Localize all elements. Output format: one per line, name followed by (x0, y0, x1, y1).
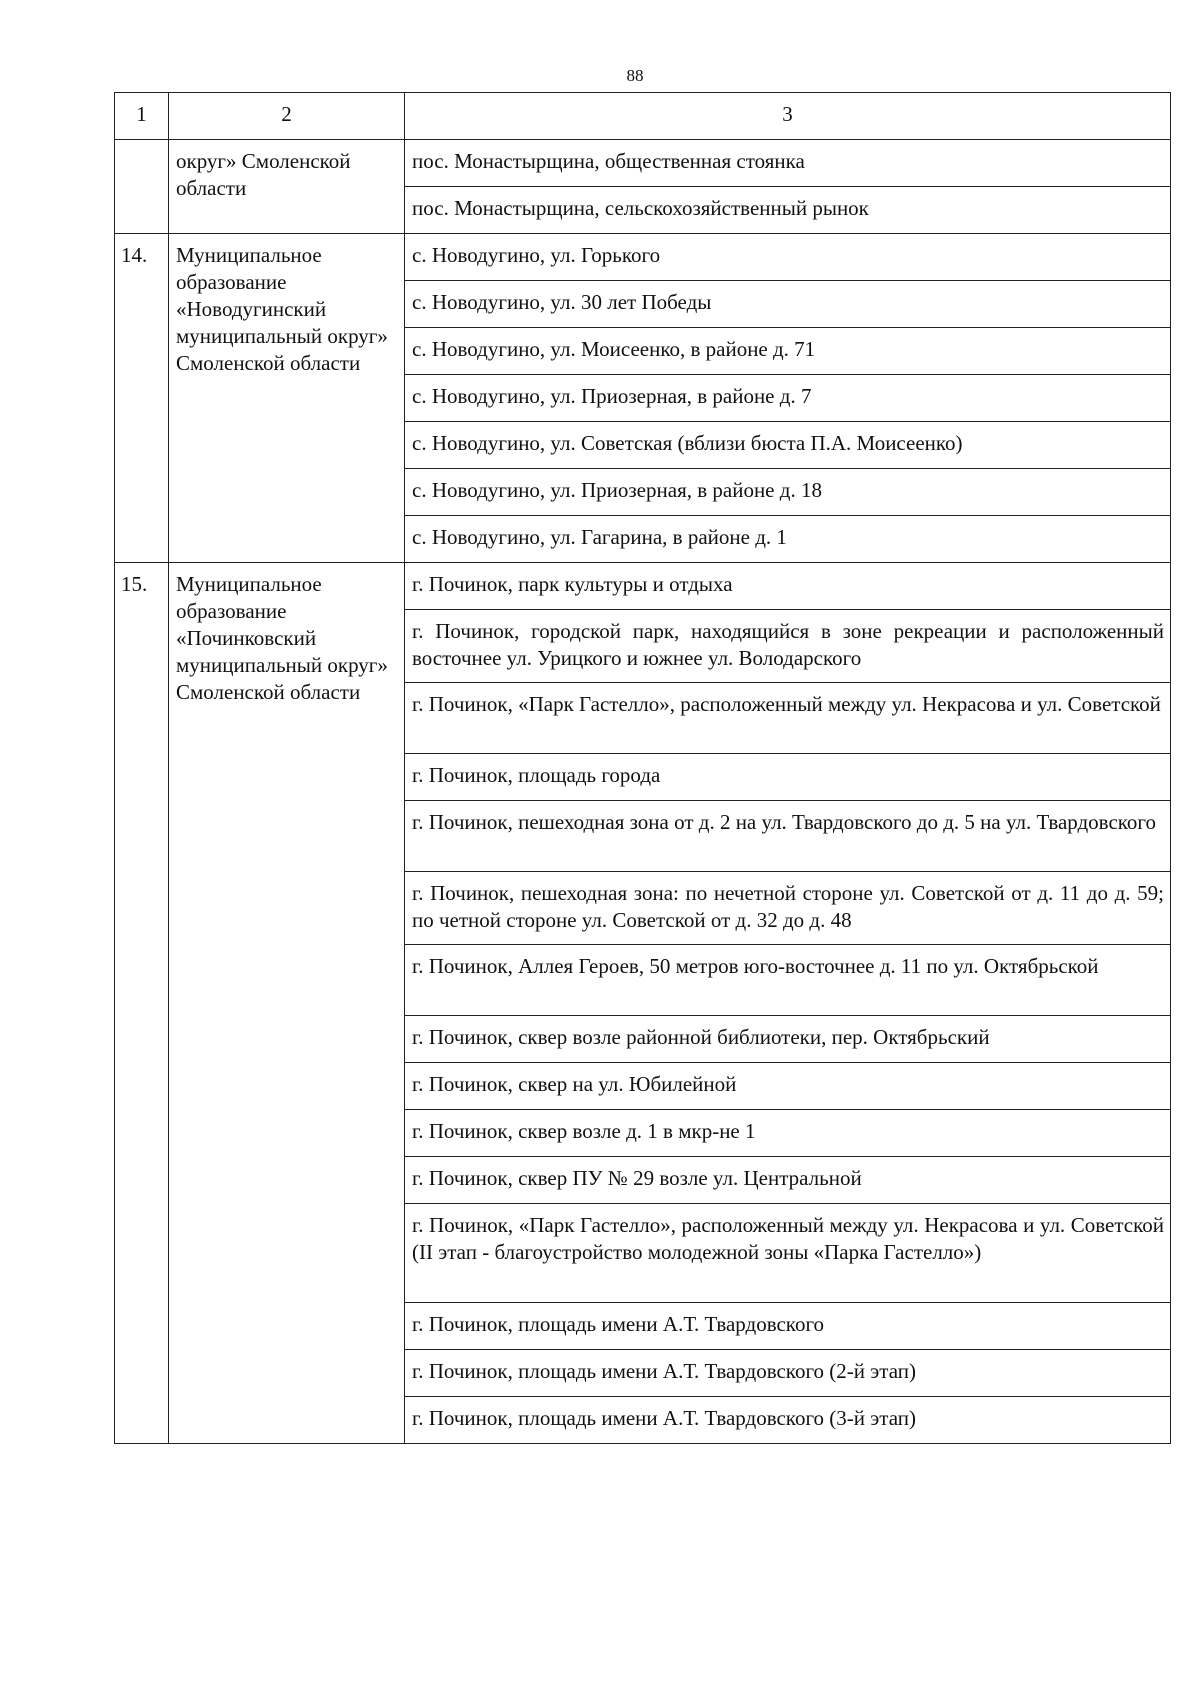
location-cell: г. Починок, парк культуры и отдыха (405, 563, 1171, 610)
location-cell: с. Новодугино, ул. Приозерная, в районе д. 7 (405, 375, 1171, 422)
row-number: 15. (115, 563, 169, 1444)
location-cell: пос. Монастырщина, сельскохозяйственный рынок (405, 187, 1171, 234)
location-cell: г. Починок, площадь имени А.Т. Твардовского (3-й этап) (405, 1397, 1171, 1444)
row-number: 14. (115, 234, 169, 563)
location-cell: с. Новодугино, ул. 30 лет Победы (405, 281, 1171, 328)
location-cell: г. Починок, площадь имени А.Т. Твардовского (2-й этап) (405, 1350, 1171, 1397)
municipality-name: округ» Смоленской области (169, 140, 405, 234)
location-cell: г. Починок, Аллея Героев, 50 метров юго-восточнее д. 11 по ул. Октябрьской (405, 945, 1171, 1016)
municipality-name: Муниципальное образование «Новодугинский муниципальный округ» Смоленской области (169, 234, 405, 563)
location-cell: с. Новодугино, ул. Гагарина, в районе д. 1 (405, 516, 1171, 563)
location-cell: с. Новодугино, ул. Горького (405, 234, 1171, 281)
header-col-1: 1 (115, 93, 169, 140)
location-cell: с. Новодугино, ул. Моисеенко, в районе д. 71 (405, 328, 1171, 375)
location-cell: г. Починок, сквер возле районной библиотеки, пер. Октябрьский (405, 1016, 1171, 1063)
header-col-3: 3 (405, 93, 1171, 140)
table-row (115, 234, 1171, 281)
table-row (115, 140, 1171, 187)
locations-table (114, 92, 1171, 1444)
location-cell: г. Починок, сквер ПУ № 29 возле ул. Центральной (405, 1157, 1171, 1204)
location-cell: пос. Монастырщина, общественная стоянка (405, 140, 1171, 187)
location-cell: г. Починок, «Парк Гастелло», расположенный между ул. Некрасова и ул. Советской (II этап - благоустройство молодежной зоны «Парка Гастелло») (405, 1204, 1171, 1303)
municipality-name: Муниципальное образование «Починковский муниципальный округ» Смоленской области (169, 563, 405, 1444)
location-cell: г. Починок, «Парк Гастелло», расположенный между ул. Некрасова и ул. Советской (405, 683, 1171, 754)
location-cell: г. Починок, городской парк, находящийся в зоне рекреации и расположенный восточнее ул. Урицкого и южнее ул. Володарского (405, 610, 1171, 683)
table-row (115, 563, 1171, 610)
location-cell: г. Починок, сквер возле д. 1 в мкр-не 1 (405, 1110, 1171, 1157)
header-col-2: 2 (169, 93, 405, 140)
location-cell: г. Починок, площадь имени А.Т. Твардовского (405, 1303, 1171, 1350)
table-header-row (115, 93, 1171, 140)
row-number (115, 140, 169, 234)
location-cell: с. Новодугино, ул. Приозерная, в районе д. 18 (405, 469, 1171, 516)
page-number: 88 (626, 66, 644, 85)
location-cell: с. Новодугино, ул. Советская (вблизи бюста П.А. Моисеенко) (405, 422, 1171, 469)
location-cell: г. Починок, пешеходная зона: по нечетной стороне ул. Советской от д. 11 до д. 59; по четной стороне ул. Советской от д. 32 до д. 48 (405, 872, 1171, 945)
location-cell: г. Починок, площадь города (405, 754, 1171, 801)
location-cell: г. Починок, пешеходная зона от д. 2 на ул. Твардовского до д. 5 на ул. Твардовского (405, 801, 1171, 872)
location-cell: г. Починок, сквер на ул. Юбилейной (405, 1063, 1171, 1110)
